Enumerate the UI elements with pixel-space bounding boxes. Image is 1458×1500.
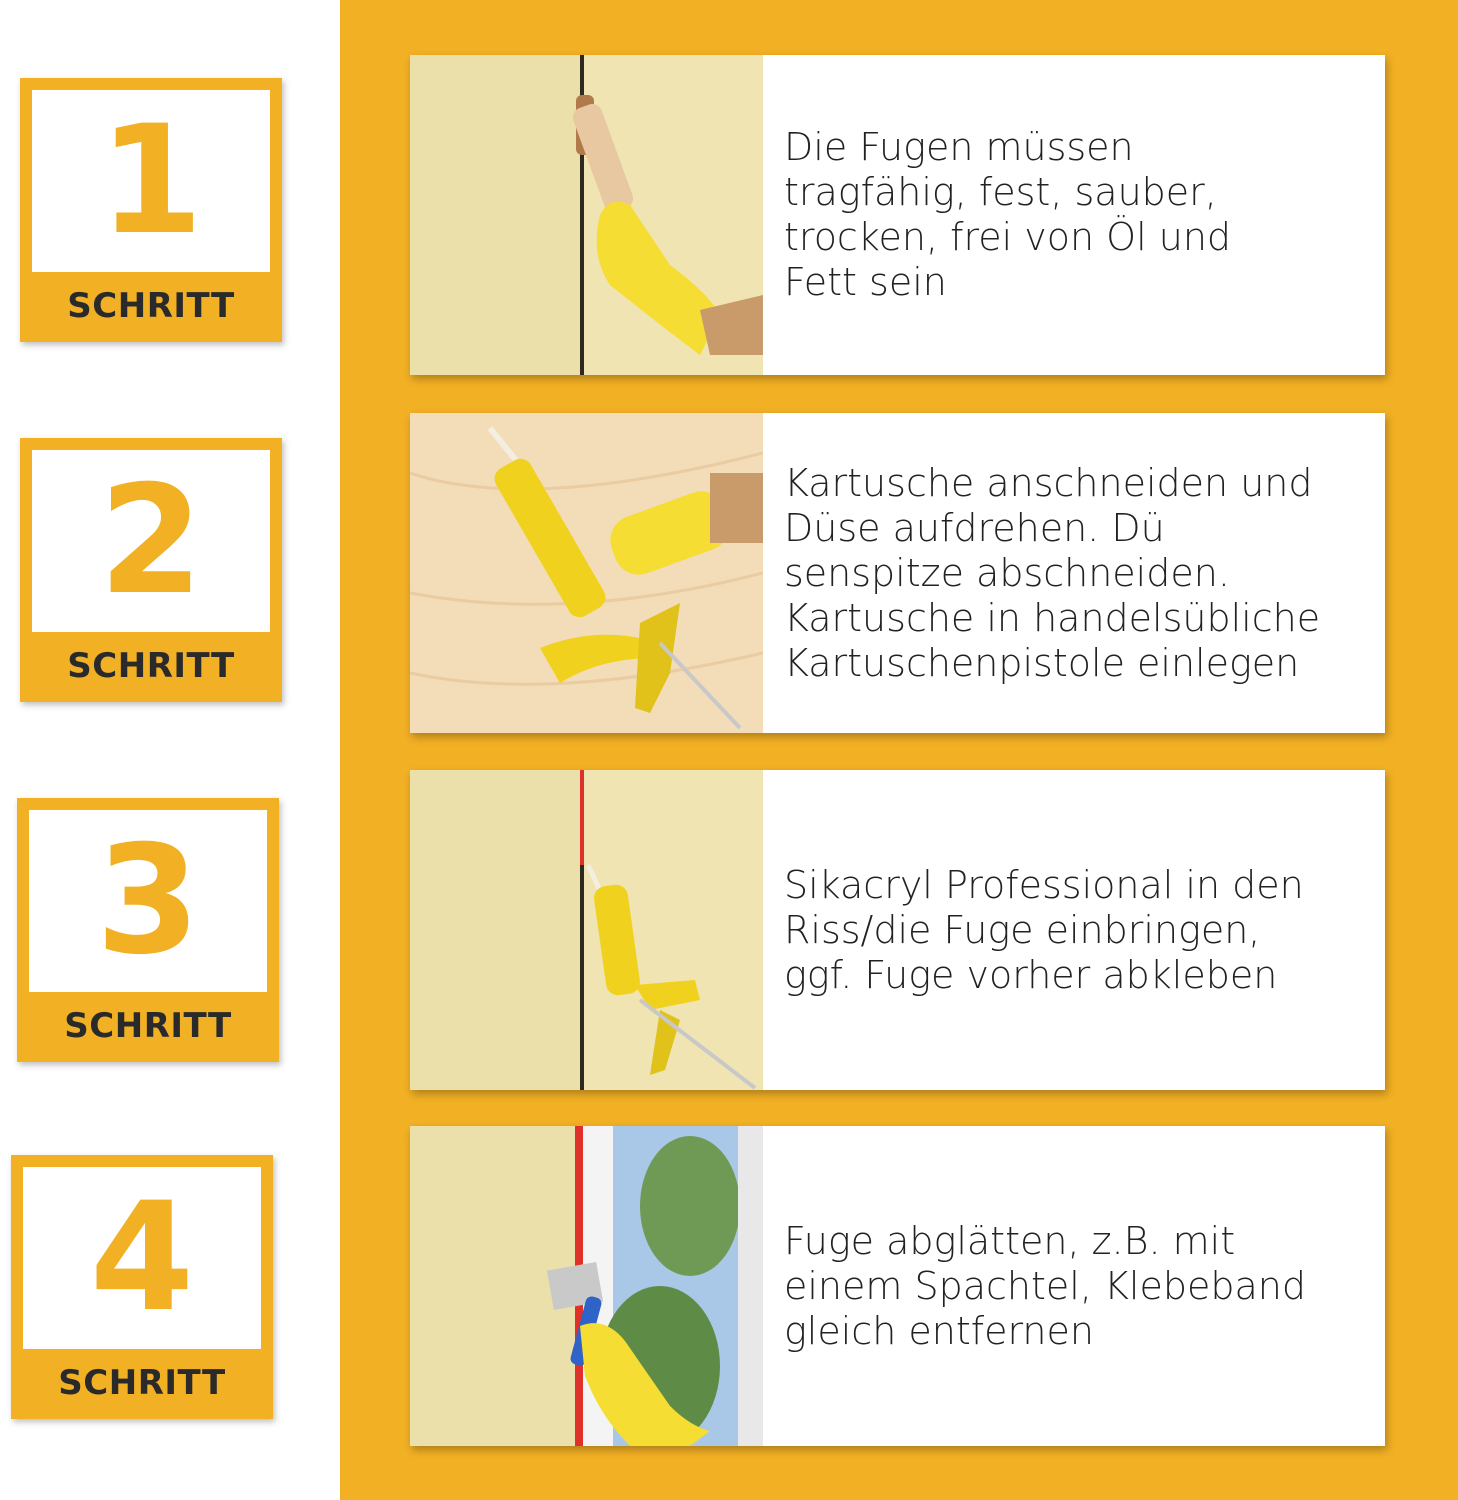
step-badge-4 [11, 1155, 273, 1419]
step-number-box [23, 1167, 261, 1349]
step-number-box [32, 450, 270, 632]
step-card-4 [410, 1126, 1385, 1446]
step-badge-2 [20, 438, 282, 702]
step-badge-3 [17, 798, 279, 1062]
step-description: Fuge abglätten, z.B. mit einem Spachtel, Klebeband gleich entfernen [784, 1218, 1306, 1353]
caulking-gun-loading-icon [410, 413, 763, 733]
brush-cleaning-joint-icon [410, 55, 763, 375]
caulking-gun-applying-icon [410, 770, 763, 1090]
step-label: SCHRITT [67, 286, 235, 326]
step-number-box [29, 810, 267, 992]
step-card-2 [410, 413, 1385, 733]
step-number-box [32, 90, 270, 272]
step-number: 3 [95, 814, 201, 988]
step-label: SCHRITT [58, 1363, 226, 1403]
step-description: Sikacryl Professional in den Riss/die Fuge einbringen, ggf. Fuge vorher abkleben [784, 862, 1304, 997]
step-label: SCHRITT [67, 646, 235, 686]
step-number: 2 [98, 454, 204, 628]
spatula-smoothing-icon [410, 1126, 763, 1446]
step-badge-1 [20, 78, 282, 342]
step-number: 4 [89, 1171, 195, 1345]
step-description: Die Fugen müssen tragfähig, fest, sauber, trocken, frei von Öl und Fett sein [784, 125, 1232, 304]
step-card-1 [410, 55, 1385, 375]
step-number: 1 [98, 94, 204, 268]
step-description: Kartusche anschneiden und Düse aufdrehen. Dü senspitze abschneiden. Kartusche in handelsübliche Kartuschenpistole einlegen [784, 460, 1321, 685]
step-label: SCHRITT [64, 1006, 232, 1046]
step-card-3 [410, 770, 1385, 1090]
